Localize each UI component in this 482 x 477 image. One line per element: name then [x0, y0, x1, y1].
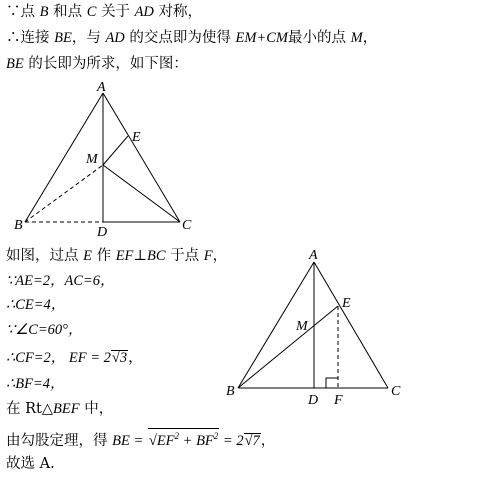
point-b-label: B — [39, 4, 49, 20]
given-ae-ac: ∵AE=2，AC=6， — [6, 273, 115, 289]
text: 的长即为所求，如下图： — [28, 56, 188, 72]
expression-em-cm: EM+CM — [235, 30, 288, 46]
given-angle-c: ∵∠C=60°， — [6, 322, 83, 338]
label-c: C — [182, 218, 192, 233]
label-a: A — [309, 248, 318, 263]
label-m: M — [86, 152, 98, 167]
label-e: E — [132, 130, 141, 145]
result-cf-ef: ∴CF=2， EF = 2 — [6, 350, 111, 366]
radicand: + BF — [179, 432, 214, 449]
label-c: C — [391, 384, 401, 399]
text: 关于 — [100, 4, 130, 20]
label-a: A — [97, 80, 106, 95]
sqrt-7: √7 — [244, 432, 260, 449]
label-d: D — [308, 393, 319, 408]
exponent: 2 — [174, 431, 180, 441]
radicand: 7 — [252, 432, 260, 449]
point-f-label: F — [203, 248, 213, 264]
result-ce: ∴CE=4， — [6, 297, 66, 313]
text: ，与 — [71, 30, 101, 46]
formula-be: BE = — [112, 432, 144, 449]
point-m-label: M — [350, 30, 363, 46]
text: 作 — [96, 248, 112, 264]
sqrt-3: √3 — [111, 350, 128, 366]
text: ， — [362, 30, 378, 46]
text: 最小的点 — [287, 30, 346, 46]
label-b: B — [226, 384, 235, 399]
text: ， — [260, 432, 276, 449]
text: 的交点即为使得 — [129, 30, 231, 46]
radicand: 3 — [119, 350, 128, 366]
text: 中， — [84, 401, 114, 417]
label-b: B — [14, 218, 23, 233]
text: ， — [128, 350, 143, 366]
text: ∴连接 — [6, 30, 50, 46]
segment-ad-label: AD — [134, 4, 154, 20]
radicand: EF — [156, 432, 175, 449]
side-ac — [314, 262, 388, 388]
label-e: E — [342, 296, 351, 311]
label-d: D — [97, 225, 108, 240]
text: 和点 — [53, 4, 83, 20]
text: 如图，过点 — [6, 248, 79, 264]
segment-be-label: BE — [54, 30, 72, 46]
text: 对称， — [158, 4, 203, 20]
text: ， — [212, 248, 228, 264]
text: 点 — [20, 4, 35, 20]
text: 于点 — [170, 248, 200, 264]
text: 由勾股定理，得 — [6, 432, 108, 449]
sqrt-ef2-bf2: $√EF^2 + BF^2$ — [148, 428, 219, 449]
point-c-label: C — [86, 4, 97, 20]
segment-be — [238, 306, 338, 388]
because-symbol: ∵ — [6, 4, 21, 20]
point-e-label: E — [83, 248, 92, 264]
perpendicular-symbol: ⊥ — [133, 248, 148, 264]
formula-result: = 2 — [219, 432, 244, 449]
segment-bc-label: BC — [147, 248, 166, 264]
segment-ad-label: AD — [105, 30, 125, 46]
text: 在 Rt△ — [6, 401, 54, 417]
exponent: 2 — [213, 431, 219, 441]
segment-be-label: BE — [6, 56, 24, 72]
result-bf: ∴BF=4， — [6, 376, 65, 392]
answer-text: 故选 A. — [6, 456, 55, 472]
segment-ef-label: EF — [115, 248, 134, 264]
label-f: F — [334, 393, 343, 408]
triangle-bef-label: BEF — [53, 401, 80, 417]
right-angle-mark — [326, 378, 338, 388]
label-m: M — [296, 319, 308, 334]
